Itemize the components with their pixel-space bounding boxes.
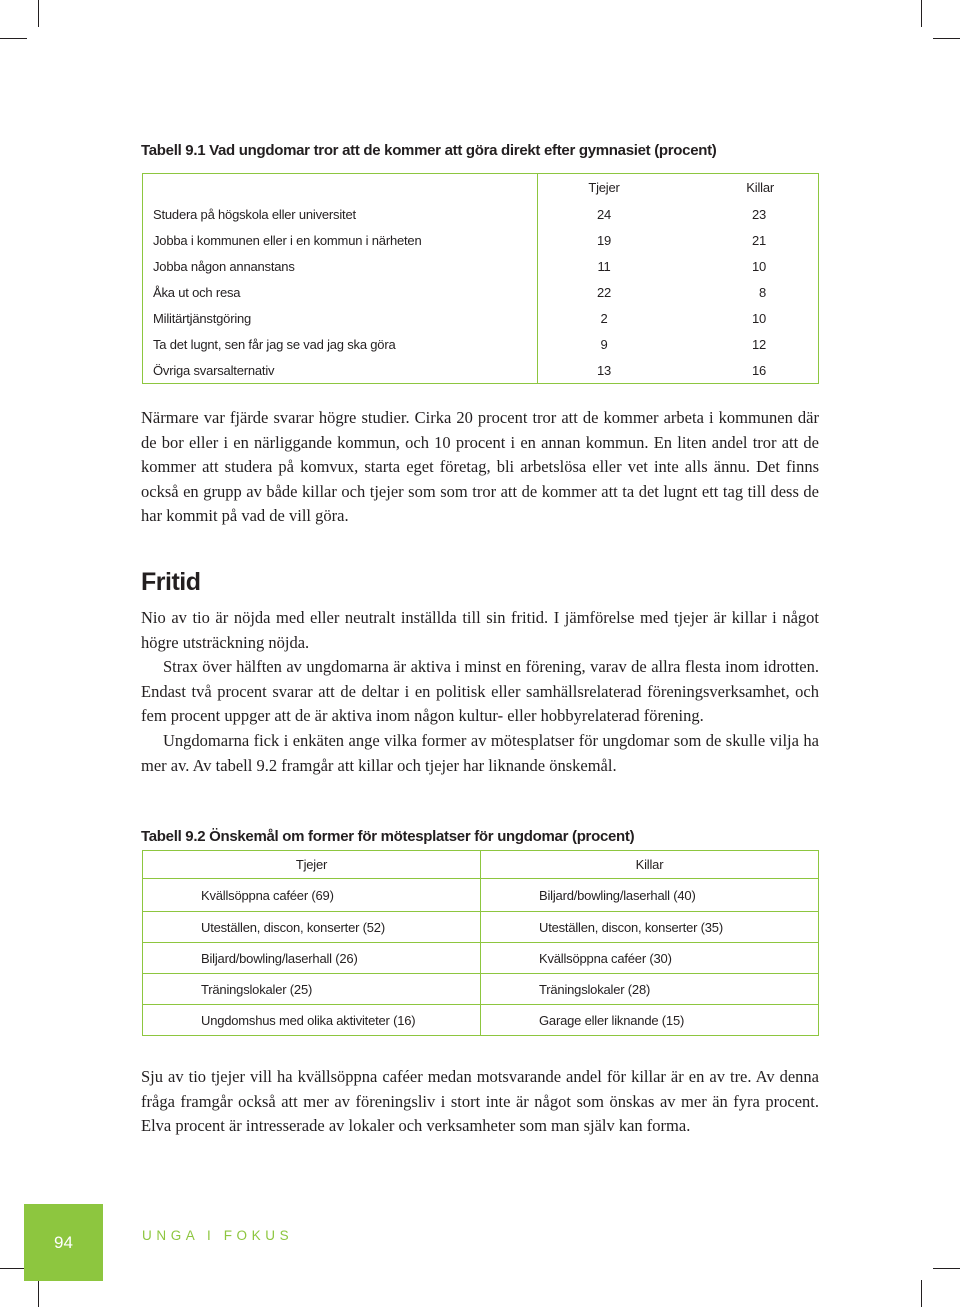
table1-row-label: Ta det lugnt, sen får jag se vad jag ska göra xyxy=(143,331,538,357)
table2-cell-tjejer: Kvällsöppna caféer (69) xyxy=(143,879,481,912)
table1-row-killar: 16 xyxy=(751,362,766,378)
table-row xyxy=(143,879,819,912)
table-row xyxy=(143,279,819,305)
table2-cell-killar: Biljard/bowling/laserhall (40) xyxy=(481,879,819,912)
table-row xyxy=(143,201,819,227)
table2-cell-killar: Kvällsöppna caféer (30) xyxy=(481,943,819,974)
crop-mark xyxy=(0,38,27,39)
table2-cell-tjejer: Uteställen, discon, konserter (52) xyxy=(143,912,481,943)
table1-row-tjejer: 19 xyxy=(596,232,612,248)
table2-caption: Tabell 9.2 Önskemål om former för mötesplatser för ungdomar (procent) xyxy=(141,828,635,845)
table-row xyxy=(143,305,819,331)
table1-row-killar: 23 xyxy=(751,206,766,222)
table1-caption xyxy=(141,142,717,159)
table1-row-tjejer: 9 xyxy=(600,336,608,352)
table1-row-label: Jobba någon annanstans xyxy=(143,253,538,279)
crop-mark xyxy=(933,1268,960,1269)
crop-mark xyxy=(933,38,960,39)
table1-row-tjejer: 13 xyxy=(596,362,612,378)
table2-cell-killar: Uteställen, discon, konserter (35) xyxy=(481,912,819,943)
table1-header-killar: Killar xyxy=(746,180,774,195)
table-row xyxy=(143,253,819,279)
table1-row-label: Studera på högskola eller universitet xyxy=(143,201,538,227)
page-number-box xyxy=(24,1204,103,1281)
paragraph-text: Nio av tio är nöjda med eller neutralt inställda till sin fritid. I jämförelse med tjejer är killar i något högre utsträckning nöjda. xyxy=(141,608,819,652)
table-row xyxy=(143,331,819,357)
table1-row-killar: 12 xyxy=(751,336,766,352)
table2-header-tjejer: Tjejer xyxy=(143,851,481,879)
table1-header-tjejer: Tjejer xyxy=(588,180,620,195)
table1-row-tjejer: 2 xyxy=(600,310,608,326)
table-row xyxy=(143,227,819,253)
table2 xyxy=(142,850,819,1036)
table1-row-killar: 21 xyxy=(751,232,766,248)
section-heading: Fritid xyxy=(141,568,201,596)
table1-caption-text: Vad ungdomar tror att de kommer att göra direkt efter gymnasiet (procent) xyxy=(205,142,717,159)
table2-cell-tjejer: Biljard/bowling/laserhall (26) xyxy=(143,943,481,974)
table1-row-killar: 10 xyxy=(751,310,766,326)
crop-mark xyxy=(38,1280,39,1307)
paragraph-text: Sju av tio tjejer vill ha kvällsöppna caféer medan motsvarande andel för killar är en av tre. Av denna fråga framgår också att mer av föreningsliv i stort inte är något som önskas av mer än fyra procent. Elva procent är intresserade av lokaler och verksamheter som man själv kan forma. xyxy=(141,1067,819,1136)
table1-header-empty xyxy=(143,174,538,202)
body-paragraph-end xyxy=(141,1065,819,1139)
table2-header-killar: Killar xyxy=(481,851,819,879)
paragraph-text: Ungdomarna fick i enkäten ange vilka former av mötesplatser för ungdomar som de skulle vilja ha mer av. Av tabell 9.2 framgår att killar och tjejer har liknande önskemål. xyxy=(141,730,819,775)
crop-mark xyxy=(0,1268,27,1269)
table1-row-label: Övriga svarsalternativ xyxy=(143,357,538,384)
table1-row-label: Åka ut och resa xyxy=(143,279,538,305)
crop-mark xyxy=(921,0,922,27)
table1-caption-label: Tabell 9.1 xyxy=(141,142,206,159)
table1-row-label: Militärtjänstgöring xyxy=(143,305,538,331)
table-row xyxy=(143,357,819,384)
paragraph-text: Strax över hälften av ungdomarna är aktiva i minst en förening, varav de allra flesta inom idrotten. Endast två procent svarar att de deltar i en politisk eller samhällsrelaterad föreningsverksamhet, och fem procent uppger att de är aktiva inom någon kultur- eller hobbyrelaterad förening. xyxy=(141,657,819,726)
table-row xyxy=(143,974,819,1005)
body-paragraph-1 xyxy=(141,406,819,529)
table1-row-tjejer: 22 xyxy=(596,284,612,300)
table1-header-row xyxy=(143,174,819,202)
table-row xyxy=(143,912,819,943)
table2-cell-killar: Garage eller liknande (15) xyxy=(481,1005,819,1036)
table1-row-killar: 8 xyxy=(758,284,766,300)
page-number: 94 xyxy=(54,1232,73,1252)
crop-mark xyxy=(921,1280,922,1307)
paragraph-text: Närmare var fjärde svarar högre studier. Cirka 20 procent tror att de kommer arbeta i kommunen där de bor eller i en närliggande kommun, och 10 procent i en annan kommun. En liten andel tror att de kommer att studera på komvux, starta eget företag, bli arbetslösa eller vet inte alls ännu. Det finns också en grupp av både killar och tjejer som som tror att de kommer att ta det lugnt ett tag till dess de har kommit på vad de vill göra. xyxy=(141,408,819,526)
crop-mark xyxy=(38,0,39,27)
table-row xyxy=(143,943,819,974)
fritid-body xyxy=(141,606,819,778)
table1-row-tjejer: 24 xyxy=(596,206,612,222)
footer-label: UNGA I FOKUS xyxy=(142,1228,294,1243)
table1 xyxy=(142,173,819,384)
table2-cell-killar: Träningslokaler (28) xyxy=(481,974,819,1005)
table1-row-label: Jobba i kommunen eller i en kommun i närheten xyxy=(143,227,538,253)
table2-cell-tjejer: Träningslokaler (25) xyxy=(143,974,481,1005)
table2-cell-tjejer: Ungdomshus med olika aktiviteter (16) xyxy=(143,1005,481,1036)
table1-row-tjejer: 11 xyxy=(597,258,611,274)
table1-row-killar: 10 xyxy=(751,258,766,274)
table-row xyxy=(143,1005,819,1036)
table2-header-row xyxy=(143,851,819,879)
